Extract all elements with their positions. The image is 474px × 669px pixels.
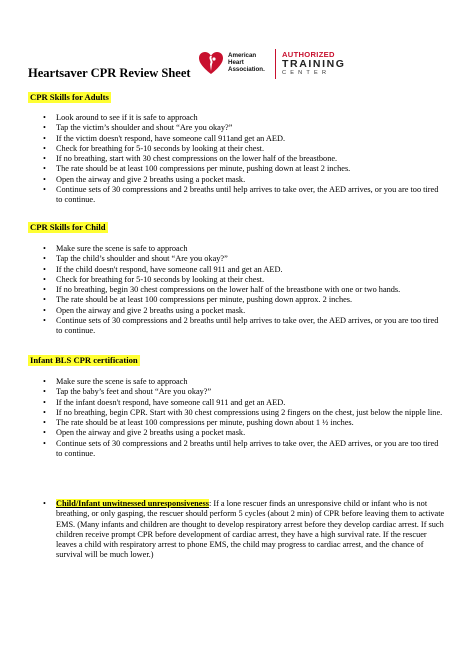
section-heading-infant: Infant BLS CPR certification [30,355,138,365]
list-item: • Check for breathing for 5-10 seconds by looking at their chest. [0,275,445,285]
note-paragraph [0,499,445,561]
list-item: • Open the airway and give 2 breaths using a pocket mask. [0,306,445,316]
badge-line-training: TRAINING [282,58,346,70]
list-item: • If the victim doesn't respond, have someone call 911and get an AED. [0,134,445,144]
list-item: • Continue sets of 30 compressions and 2 breaths until help arrives to take over, the AED arrives, or you are too tired to continue. [0,185,445,206]
list-item: • The rate should be at least 100 compressions per minute, pushing down approx. 2 inches. [0,295,445,305]
aha-authorized-training-center-logo [198,44,448,84]
list-item: • Make sure the scene is safe to approach [0,244,445,254]
list-item: • Tap the victim’s shoulder and shout “Are you okay?” [0,123,445,133]
note-text: : If a lone rescuer finds an unresponsive child or infant who is not breathing, or only gasping, the rescuer should perform 5 cycles (about 2 min) of CPR before leaving them to activate EMS. (Many infants and children are thought to develop respiratory arrest before they develop cardiac arrest. If such children receive prompt CPR before development of cardiac arrest, they have a high survival rate. If the rescuer leaves a child with respiratory arrest to phone EMS, the child may progress to cardiac arrest, and the chance of survival will be much lower.) [56,499,445,560]
child-cpr-steps [0,244,445,337]
list-item: • If the infant doesn't respond, have someone call 911 and get an AED. [0,398,445,408]
authorized-training-center-badge [282,50,346,77]
bullet-glyph: • [43,499,46,508]
list-item: • Tap the child’s shoulder and shout “Are you okay?” [0,254,445,264]
heart-torch-icon [198,50,224,76]
list-item: • Look around to see if it is safe to approach [0,113,445,123]
list-item: • Check for breathing for 5-10 seconds by looking at their chest. [0,144,445,154]
header [28,44,448,84]
list-item: • If the child doesn't respond, have someone call 911 and get an AED. [0,265,445,275]
logo-divider [275,49,276,79]
list-item: • Continue sets of 30 compressions and 2 breaths until help arrives to take over, the AED arrives, or you are too tired to continue. [0,316,445,337]
section-heading-child: CPR Skills for Child [30,222,106,232]
badge-line-center: CENTER [282,70,331,76]
list-item: • If no breathing, begin CPR. Start with 30 chest compressions using 2 fingers on the chest, just below the nipple line. [0,408,445,418]
aha-wordmark [228,52,265,73]
list-item: • Open the airway and give 2 breaths using a pocket mask. [0,428,445,438]
list-item: • Tap the baby’s feet and shout “Are you okay?” [0,387,445,397]
adult-cpr-steps [0,113,445,206]
list-item: • If no breathing, begin 30 chest compressions on the lower half of the breastbone with one or two hands. [0,285,445,295]
list-item: • Make sure the scene is safe to approach [0,377,445,387]
note-term: Child/Infant unwitnessed unresponsiveness [56,499,209,508]
unwitnessed-unresponsiveness-note [0,499,445,561]
aha-wordmark-line: Heart [228,59,244,66]
list-item: • The rate should be at least 100 compressions per minute, pushing down about 1 ½ inches. [0,418,445,428]
section-heading-adults: CPR Skills for Adults [30,92,109,102]
page-title: Heartsaver CPR Review Sheet [28,66,191,80]
infant-cpr-steps [0,377,445,459]
list-item: • If no breathing, start with 30 chest compressions on the lower half of the breastbone. [0,154,445,164]
badge-line-authorized: AUTHORIZED [282,50,335,59]
list-item: • Open the airway and give 2 breaths using a pocket mask. [0,175,445,185]
list-item: • The rate should be at least 100 compressions per minute, pushing down at least 2 inches. [0,164,445,174]
aha-wordmark-line: American [228,52,257,59]
list-item: • Continue sets of 30 compressions and 2 breaths until help arrives to take over, the AED arrives, or you are too tired to continue. [0,439,445,460]
aha-wordmark-line: Association. [228,66,265,73]
